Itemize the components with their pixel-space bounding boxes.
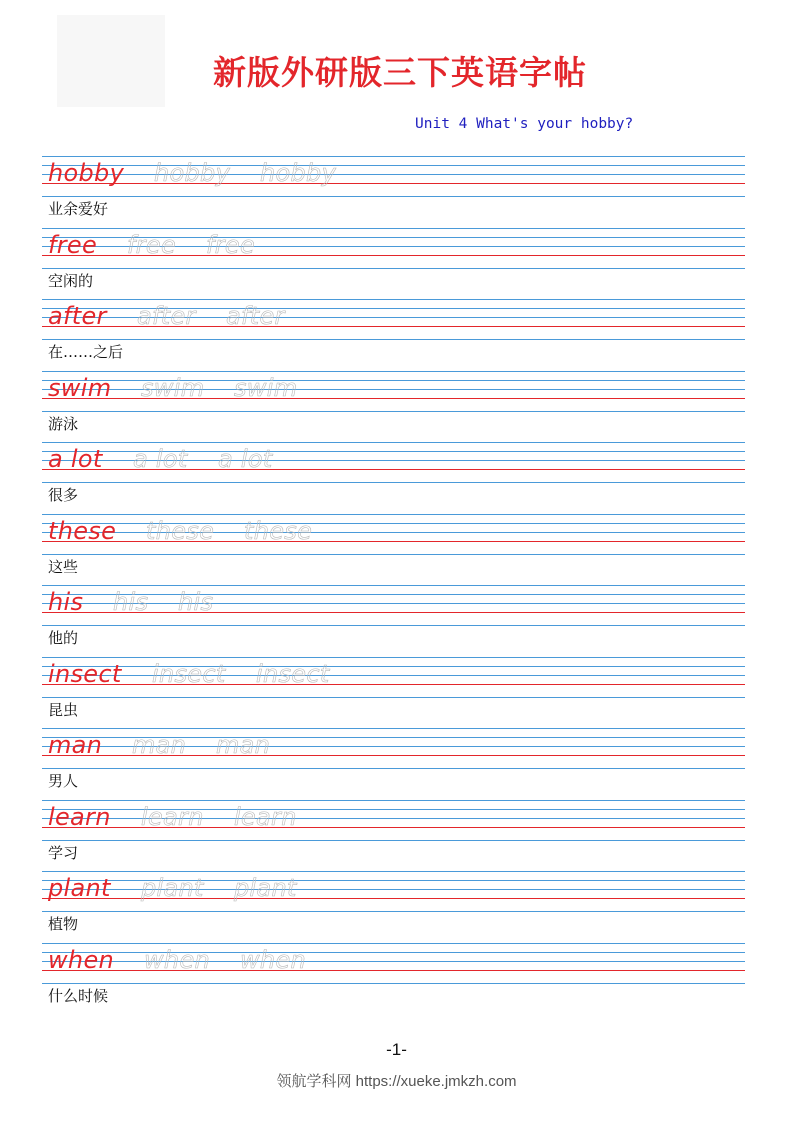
guide-line-blue [42,666,745,667]
trace-word: a lot [133,445,188,473]
copybook-entry [42,871,745,943]
trace-word: plant [234,874,297,902]
unit-subtitle: Unit 4 What's your hobby? [415,116,634,132]
trace-word: swim [141,373,205,402]
guide-line-blue [42,871,745,872]
trace-word: when [240,945,307,974]
guide-line-blue [42,697,745,698]
trace-word: man [132,731,187,759]
guide-line-blue [42,442,745,443]
chinese-meaning: 植物 [48,915,79,933]
copybook-entry [42,514,745,586]
guide-line-blue [42,299,745,300]
page-title: 新版外研版三下英语字帖 [213,53,587,92]
guide-line-blue [42,911,745,912]
copybook-entry [42,585,745,657]
copybook-entry [42,800,745,872]
baseline-red [42,183,745,184]
english-word: free [48,230,98,259]
english-word: a lot [48,445,103,473]
chinese-meaning: 男人 [48,772,79,790]
guide-line-blue [42,554,745,555]
english-word: swim [48,373,112,402]
trace-word: learn [141,802,204,831]
english-word: his [48,588,84,616]
english-word: insect [48,659,122,688]
guide-line-blue [42,625,745,626]
english-word: man [48,731,103,759]
trace-word: when [144,945,211,974]
trace-word: free [127,230,177,259]
trace-word: these [244,516,313,545]
guide-line-blue [42,675,745,676]
guide-line-blue [42,196,745,197]
guide-line-blue [42,411,745,412]
trace-word: hobby [260,159,337,187]
english-word: these [48,516,117,545]
copybook-entry [42,728,745,800]
trace-word: a lot [218,445,273,473]
chinese-meaning: 很多 [48,486,79,504]
baseline-red [42,684,745,685]
trace-word: hobby [154,159,231,187]
guide-line-blue [42,657,745,658]
guide-line-blue [42,800,745,801]
chinese-meaning: 学习 [48,843,79,862]
guide-line-blue [42,268,745,269]
english-word: plant [48,874,111,902]
copybook-entry [42,371,745,443]
copybook-entry [42,943,745,1015]
trace-word: learn [234,802,297,831]
guide-line-blue [42,156,745,157]
english-word: after [48,302,107,330]
trace-word: free [206,230,256,259]
guide-line-blue [42,585,745,586]
english-word: learn [48,802,111,831]
trace-word: his [113,588,149,616]
chinese-meaning: 他的 [48,629,79,647]
english-word: hobby [48,159,125,187]
guide-line-blue [42,728,745,729]
trace-word: insect [152,659,226,688]
copybook-entry [42,156,745,228]
chinese-meaning: 什么时候 [48,986,109,1005]
chinese-meaning: 空闲的 [48,271,94,290]
trace-word: plant [141,874,204,902]
trace-word: man [216,731,271,759]
chinese-meaning: 在……之后 [48,343,124,361]
footer-site: 领航学科网 https://xueke.jmkzh.com [276,1073,517,1090]
trace-word: insect [256,659,330,688]
trace-word: his [178,588,214,616]
copybook-entry [42,299,745,371]
trace-word: after [137,302,196,330]
trace-word: after [226,302,285,330]
copybook-entry [42,657,745,729]
guide-line-blue [42,339,745,340]
trace-word: these [146,516,215,545]
english-word: when [48,945,115,974]
chinese-meaning: 游泳 [48,414,79,433]
chinese-meaning: 这些 [48,557,79,576]
guide-line-blue [42,371,745,372]
guide-line-blue [42,768,745,769]
chinese-meaning: 昆虫 [48,700,79,719]
page-number: -1- [386,1040,407,1059]
guide-line-blue [42,228,745,229]
guide-line-blue [42,165,745,166]
chinese-meaning: 业余爱好 [48,200,109,218]
guide-line-blue [42,840,745,841]
trace-word: swim [234,373,298,402]
copybook-entry [42,442,745,514]
guide-line-blue [42,943,745,944]
guide-line-blue [42,482,745,483]
guide-line-blue [42,174,745,175]
copybook-entry [42,228,745,300]
guide-line-blue [42,983,745,984]
guide-line-blue [42,514,745,515]
